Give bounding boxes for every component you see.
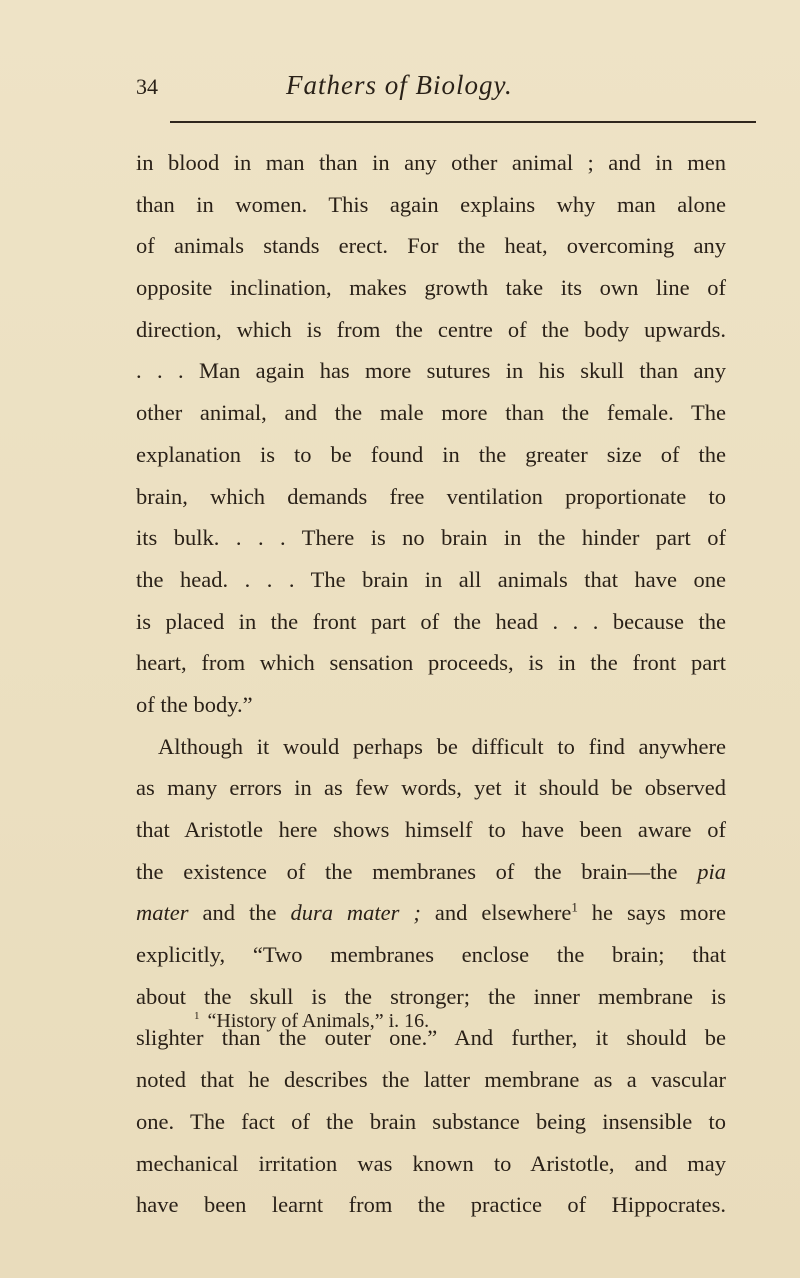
italic-term-dura-mater: dura mater ;: [290, 900, 421, 926]
body-text: [136, 142, 726, 1226]
text-line: in blood in man than in any other animal ; and in men: [136, 150, 726, 175]
text-line: [136, 851, 726, 893]
footnote-reference: 1: [571, 899, 578, 915]
page-number: 34: [136, 74, 158, 99]
text-line: direction, which is from the centre of the body upwards.: [136, 316, 726, 342]
header-rule: [170, 121, 756, 123]
text-line: than in women. This again explains why man alone: [136, 191, 726, 217]
text-segment: and the: [188, 900, 291, 926]
italic-term-mater: mater: [136, 900, 189, 926]
text-line: . . . Man again has more sutures in his skull than any: [136, 358, 726, 384]
footnote: [194, 1010, 429, 1033]
text-line: of animals stands erect. For the heat, overcoming any: [136, 233, 726, 259]
text-line: about the skull is the stronger; the inner membrane is: [136, 983, 726, 1009]
text-line: as many errors in as few words, yet it should be observed: [136, 775, 726, 801]
text-line: noted that he describes the latter membrane as a vascular: [136, 1067, 726, 1093]
text-line: explicitly, “Two membranes enclose the brain; that: [136, 942, 726, 968]
text-line: the head. . . . The brain in all animals that have one: [136, 566, 726, 592]
text-line: [136, 892, 726, 934]
text-line: is placed in the front part of the head . . . because the: [136, 608, 726, 634]
footnote-text: “History of Animals,” i. 16.: [207, 1010, 430, 1032]
text-line: opposite inclination, makes growth take its own line of: [136, 275, 726, 301]
text-line: have been learnt from the practice of Hippocrates.: [136, 1192, 726, 1218]
text-line: mechanical irritation was known to Aristotle, and may: [136, 1150, 726, 1176]
text-line: brain, which demands free ventilation proportionate to: [136, 483, 726, 509]
running-head-text: Fathers of Biology.: [286, 70, 513, 100]
running-head: [286, 70, 513, 101]
italic-term-pia: pia: [697, 858, 727, 884]
text-segment: the existence of the membranes of the brain—the: [136, 858, 678, 884]
text-segment: he says more: [577, 900, 726, 926]
text-line: one. The fact of the brain substance being insensible to: [136, 1108, 726, 1134]
text-line: other animal, and the male more than the female. The: [136, 400, 726, 426]
text-line: its bulk. . . . There is no brain in the hinder part of: [136, 525, 726, 551]
text-segment: and elsewhere: [420, 900, 572, 926]
text-line: slighter than the outer one.” And further, it should be: [136, 1025, 726, 1051]
text-line: explanation is to be found in the greater size of the: [136, 441, 726, 467]
text-line: that Aristotle here shows himself to have been aware of: [136, 817, 726, 842]
footnote-mark: 1: [194, 1010, 200, 1023]
text-line: of the body.”: [136, 691, 253, 717]
text-line: heart, from which sensation proceeds, is in the front part: [136, 650, 726, 676]
paragraph-start-line: Although it would perhaps be difficult to find anywhere: [158, 733, 726, 759]
